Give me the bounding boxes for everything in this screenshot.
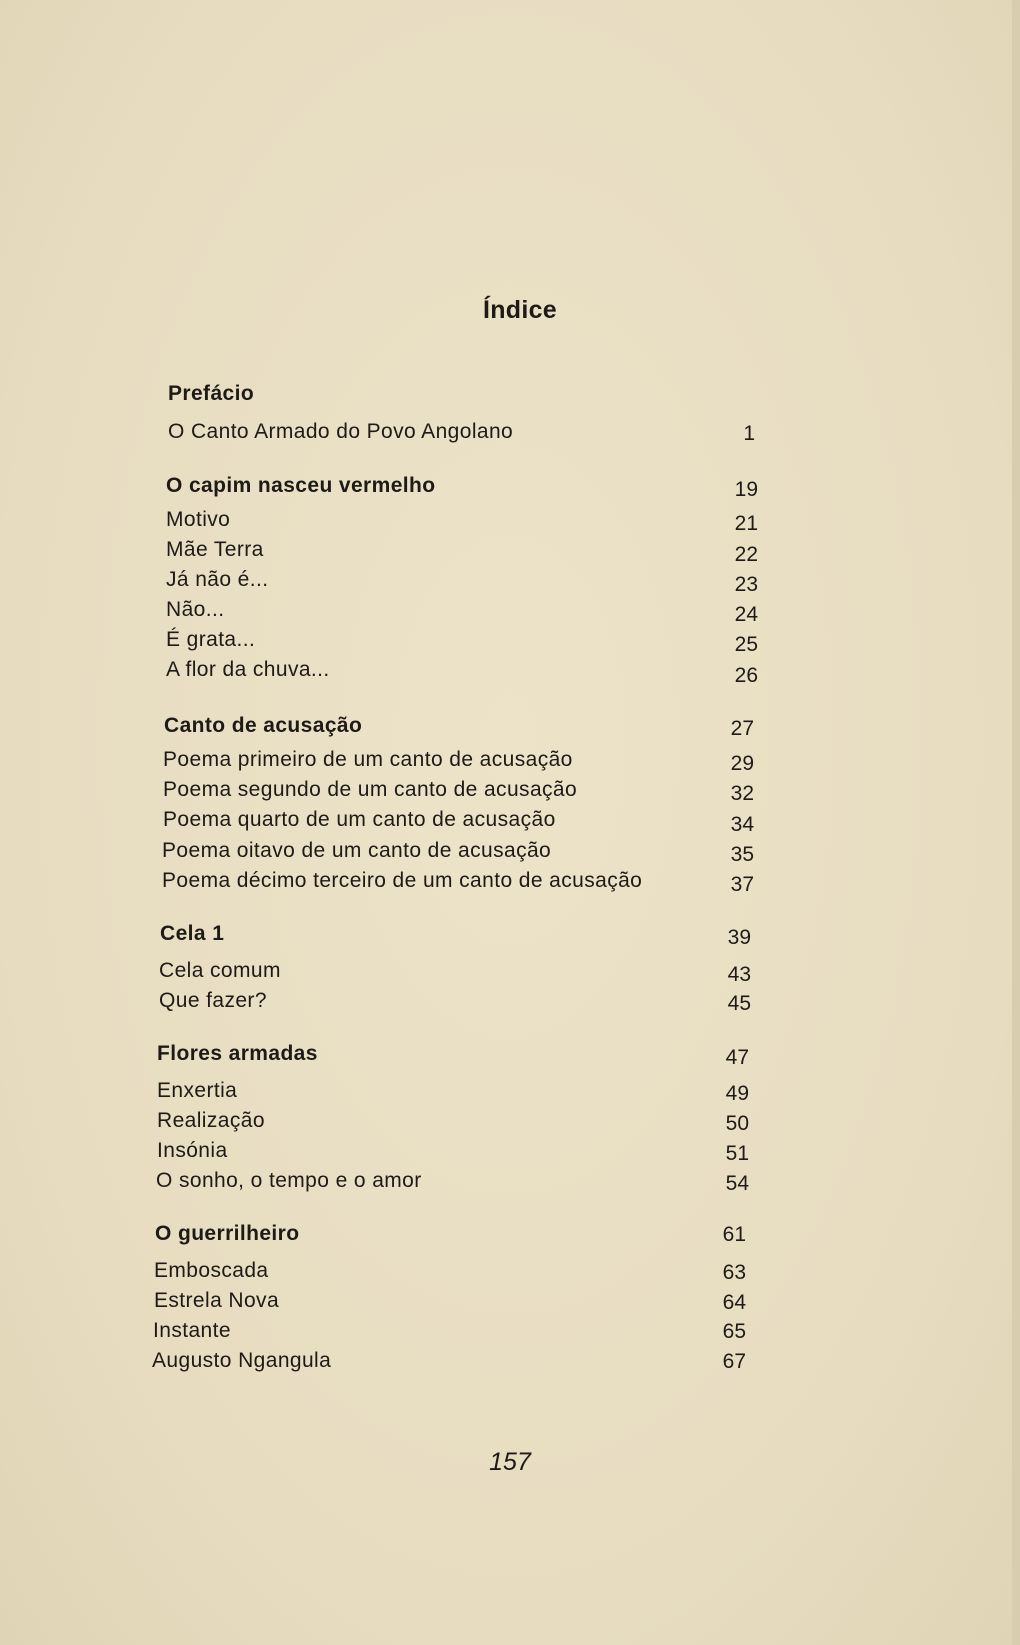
toc-entry-page: 26 <box>734 664 758 687</box>
toc-entry-page: 22 <box>734 543 758 566</box>
toc-entry-page: 35 <box>730 843 754 866</box>
toc-entry-title: Poema primeiro de um canto de acusação <box>163 748 573 771</box>
toc-entry-title: Cela comum <box>159 959 281 982</box>
section-page: 27 <box>730 717 754 740</box>
toc-entry-page: 25 <box>734 633 758 656</box>
toc-entry-title: Emboscada <box>154 1259 269 1282</box>
section-heading: O capim nasceu vermelho <box>166 474 436 497</box>
toc-entry-title: É grata... <box>166 628 256 651</box>
toc-entry-page: 29 <box>730 752 754 775</box>
toc-entry-title: Enxertia <box>157 1079 238 1102</box>
toc-entry-page: 49 <box>725 1082 749 1105</box>
toc-entry-title: Poema segundo de um canto de acusação <box>163 778 578 801</box>
toc-entry-page: 37 <box>730 873 754 896</box>
section-page: 39 <box>727 926 751 949</box>
toc-entry-page: 43 <box>727 963 751 986</box>
toc-entry-page: 34 <box>730 813 754 836</box>
toc-entry-title: Motivo <box>166 508 231 531</box>
toc-entry-title: Realização <box>157 1109 265 1132</box>
toc-entry-title: Instante <box>153 1319 231 1342</box>
toc-entry-title: O Canto Armado do Povo Angolano <box>168 420 514 443</box>
section-heading: Prefácio <box>168 382 255 405</box>
section-heading: Flores armadas <box>157 1042 318 1065</box>
toc-entry-page: 23 <box>734 573 758 596</box>
toc-entry-title: Mãe Terra <box>166 538 264 561</box>
toc-entry-title: Poema quarto de um canto de acusação <box>163 808 556 831</box>
section-heading: Canto de acusação <box>164 714 363 737</box>
toc-entry-page: 45 <box>727 992 751 1015</box>
toc-entry-page: 24 <box>734 603 758 626</box>
toc-entry-page: 67 <box>722 1350 746 1373</box>
toc-entry-page: 21 <box>734 512 758 535</box>
section-heading: O guerrilheiro <box>155 1222 300 1245</box>
toc-entry-title: Já não é... <box>166 568 269 591</box>
toc-entry-title: Estrela Nova <box>154 1289 280 1312</box>
page-number: 157 <box>489 1448 531 1476</box>
toc-entry-title: A flor da chuva... <box>166 658 330 681</box>
toc-entry-page: 65 <box>722 1320 746 1343</box>
section-page: 19 <box>734 478 758 501</box>
toc-entry-title: Augusto Ngangula <box>152 1349 332 1372</box>
toc-entry-page: 51 <box>725 1142 749 1165</box>
toc-entry-title: Insónia <box>157 1139 228 1162</box>
toc-entry-page: 54 <box>725 1172 749 1195</box>
toc-entry-title: Que fazer? <box>159 989 267 1012</box>
page-edge <box>1012 0 1020 1645</box>
toc-entry-page: 63 <box>722 1261 746 1284</box>
toc-entry-title: Não... <box>166 598 225 621</box>
section-page: 61 <box>722 1223 746 1246</box>
toc-entry-page: 1 <box>743 422 755 445</box>
toc-entry-title: Poema oitavo de um canto de acusação <box>162 839 552 862</box>
toc-entry-page: 32 <box>730 782 754 805</box>
toc-entry-title: O sonho, o tempo e o amor <box>156 1169 422 1192</box>
section-page: 47 <box>725 1046 749 1069</box>
section-heading: Cela 1 <box>160 922 225 945</box>
index-title: Índice <box>482 296 558 324</box>
toc-entry-title: Poema décimo terceiro de um canto de acusação <box>162 869 643 892</box>
toc-entry-page: 50 <box>725 1112 749 1135</box>
toc-entry-page: 64 <box>722 1291 746 1314</box>
